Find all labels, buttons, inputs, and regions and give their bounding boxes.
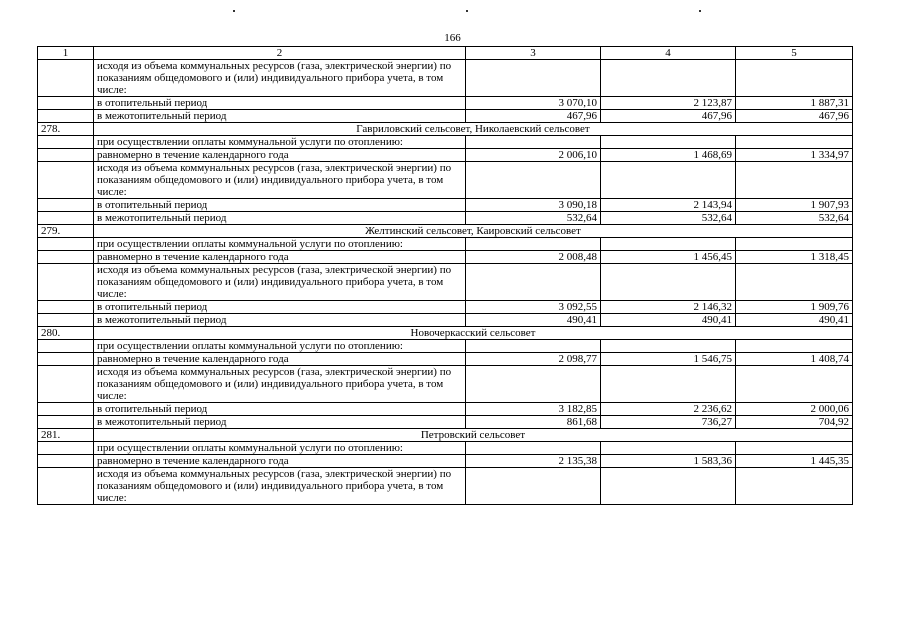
value-cell-col3: 467,96 [466,110,601,123]
value-cell-col4 [601,60,736,97]
row-number-cell [38,199,94,212]
row-number-cell [38,314,94,327]
value-cell-col3 [466,264,601,301]
row-number-cell [38,403,94,416]
row-number-cell [38,212,94,225]
value-cell-col3 [466,366,601,403]
value-cell-col4: 532,64 [601,212,736,225]
value-cell-col3: 3 090,18 [466,199,601,212]
table-row [38,251,853,264]
value-cell-col4: 2 143,94 [601,199,736,212]
description-cell: равномерно в течение календарного года [94,455,466,468]
table-row [38,366,853,403]
description-cell: в отопительный период [94,403,466,416]
value-cell-col4 [601,366,736,403]
row-number-cell [38,149,94,162]
row-number-cell [38,264,94,301]
row-number-cell: 278. [38,123,94,136]
description-cell: в межотопительный период [94,110,466,123]
table-row [38,110,853,123]
value-cell-col3 [466,340,601,353]
header-cell: 4 [601,47,736,60]
section-title-cell: Гавриловский сельсовет, Николаевский сельсовет [94,123,853,136]
table-row [38,314,853,327]
value-cell-col4 [601,264,736,301]
description-cell: исходя из объема коммунальных ресурсов (газа, электрической энергии) по показаниям общедомового и (или) индивидуального прибора учета, в том числе: [94,60,466,97]
row-number-cell [38,416,94,429]
description-cell: исходя из объема коммунальных ресурсов (газа, электрической энергии) по показаниям общедомового и (или) индивидуального прибора учета, в том числе: [94,468,466,505]
section-title-cell: Новочеркасский сельсовет [94,327,853,340]
description-cell: исходя из объема коммунальных ресурсов (газа, электрической энергии) по показаниям общедомового и (или) индивидуального прибора учета, в том числе: [94,264,466,301]
section-row [38,123,853,136]
value-cell-col5 [736,136,853,149]
value-cell-col5 [736,468,853,505]
description-cell: при осуществлении оплаты коммунальной услуги по отоплению: [94,442,466,455]
value-cell-col4 [601,340,736,353]
value-cell-col3 [466,136,601,149]
value-cell-col5: 1 318,45 [736,251,853,264]
value-cell-col3: 2 098,77 [466,353,601,366]
value-cell-col3 [466,238,601,251]
value-cell-col3 [466,60,601,97]
table-row [38,301,853,314]
tariff-table [37,46,853,505]
section-row [38,429,853,442]
row-number-cell [38,366,94,403]
table-row [38,340,853,353]
value-cell-col4: 1 456,45 [601,251,736,264]
table-row [38,468,853,505]
value-cell-col5: 467,96 [736,110,853,123]
value-cell-col5: 704,92 [736,416,853,429]
header-cell: 3 [466,47,601,60]
description-cell: в отопительный период [94,301,466,314]
row-number-cell [38,238,94,251]
value-cell-col4: 2 123,87 [601,97,736,110]
description-cell: в межотопительный период [94,212,466,225]
value-cell-col4: 736,27 [601,416,736,429]
value-cell-col3: 2 008,48 [466,251,601,264]
row-number-cell: 281. [38,429,94,442]
description-cell: исходя из объема коммунальных ресурсов (газа, электрической энергии) по показаниям общедомового и (или) индивидуального прибора учета, в том числе: [94,162,466,199]
description-cell: в межотопительный период [94,416,466,429]
value-cell-col5 [736,60,853,97]
page-number: 166 [444,32,461,44]
value-cell-col4 [601,468,736,505]
section-title-cell: Петровский сельсовет [94,429,853,442]
value-cell-col5 [736,340,853,353]
row-number-cell: 280. [38,327,94,340]
section-row [38,327,853,340]
table-row [38,97,853,110]
value-cell-col3: 3 092,55 [466,301,601,314]
description-cell: при осуществлении оплаты коммунальной услуги по отоплению: [94,238,466,251]
value-cell-col5 [736,442,853,455]
table-row [38,442,853,455]
value-cell-col5 [736,264,853,301]
table-row [38,403,853,416]
header-cell: 5 [736,47,853,60]
value-cell-col4: 2 146,32 [601,301,736,314]
row-number-cell [38,251,94,264]
value-cell-col3: 532,64 [466,212,601,225]
table-row [38,199,853,212]
section-title-cell: Желтинский сельсовет, Каировский сельсовет [94,225,853,238]
value-cell-col5: 490,41 [736,314,853,327]
table-row [38,353,853,366]
table-row [38,162,853,199]
value-cell-col5 [736,366,853,403]
description-cell: равномерно в течение календарного года [94,251,466,264]
scan-speck [699,10,701,12]
row-number-cell [38,97,94,110]
value-cell-col4: 467,96 [601,110,736,123]
scan-speck [466,10,468,12]
value-cell-col3: 861,68 [466,416,601,429]
value-cell-col3: 2 006,10 [466,149,601,162]
table-row [38,264,853,301]
value-cell-col4: 490,41 [601,314,736,327]
value-cell-col3 [466,468,601,505]
row-number-cell [38,162,94,199]
table-row [38,60,853,97]
table-row [38,212,853,225]
description-cell: в межотопительный период [94,314,466,327]
description-cell: при осуществлении оплаты коммунальной услуги по отоплению: [94,340,466,353]
table-row [38,149,853,162]
header-cell: 1 [38,47,94,60]
value-cell-col3 [466,162,601,199]
table-row [38,416,853,429]
value-cell-col4: 1 546,75 [601,353,736,366]
value-cell-col4: 1 583,36 [601,455,736,468]
value-cell-col5: 1 887,31 [736,97,853,110]
value-cell-col5: 1 909,76 [736,301,853,314]
value-cell-col5: 1 408,74 [736,353,853,366]
row-number-cell [38,468,94,505]
value-cell-col5: 1 334,97 [736,149,853,162]
value-cell-col3 [466,442,601,455]
value-cell-col4: 2 236,62 [601,403,736,416]
description-cell: равномерно в течение календарного года [94,149,466,162]
row-number-cell [38,60,94,97]
row-number-cell [38,136,94,149]
value-cell-col5: 1 445,35 [736,455,853,468]
table-row [38,238,853,251]
row-number-cell: 279. [38,225,94,238]
section-row [38,225,853,238]
description-cell: при осуществлении оплаты коммунальной услуги по отоплению: [94,136,466,149]
value-cell-col3: 490,41 [466,314,601,327]
table-row [38,136,853,149]
row-number-cell [38,442,94,455]
description-cell: равномерно в течение календарного года [94,353,466,366]
row-number-cell [38,353,94,366]
header-cell: 2 [94,47,466,60]
value-cell-col3: 3 182,85 [466,403,601,416]
scan-speck [233,10,235,12]
value-cell-col4: 1 468,69 [601,149,736,162]
value-cell-col4 [601,136,736,149]
description-cell: в отопительный период [94,97,466,110]
value-cell-col5: 1 907,93 [736,199,853,212]
value-cell-col4 [601,162,736,199]
value-cell-col4 [601,238,736,251]
value-cell-col4 [601,442,736,455]
tariff-table-body [38,47,853,505]
row-number-cell [38,301,94,314]
value-cell-col5: 532,64 [736,212,853,225]
row-number-cell [38,340,94,353]
value-cell-col3: 3 070,10 [466,97,601,110]
row-number-cell [38,455,94,468]
description-cell: в отопительный период [94,199,466,212]
value-cell-col5: 2 000,06 [736,403,853,416]
table-row [38,455,853,468]
row-number-cell [38,110,94,123]
description-cell: исходя из объема коммунальных ресурсов (газа, электрической энергии) по показаниям общедомового и (или) индивидуального прибора учета, в том числе: [94,366,466,403]
value-cell-col3: 2 135,38 [466,455,601,468]
table-header-row [38,47,853,60]
value-cell-col5 [736,162,853,199]
value-cell-col5 [736,238,853,251]
